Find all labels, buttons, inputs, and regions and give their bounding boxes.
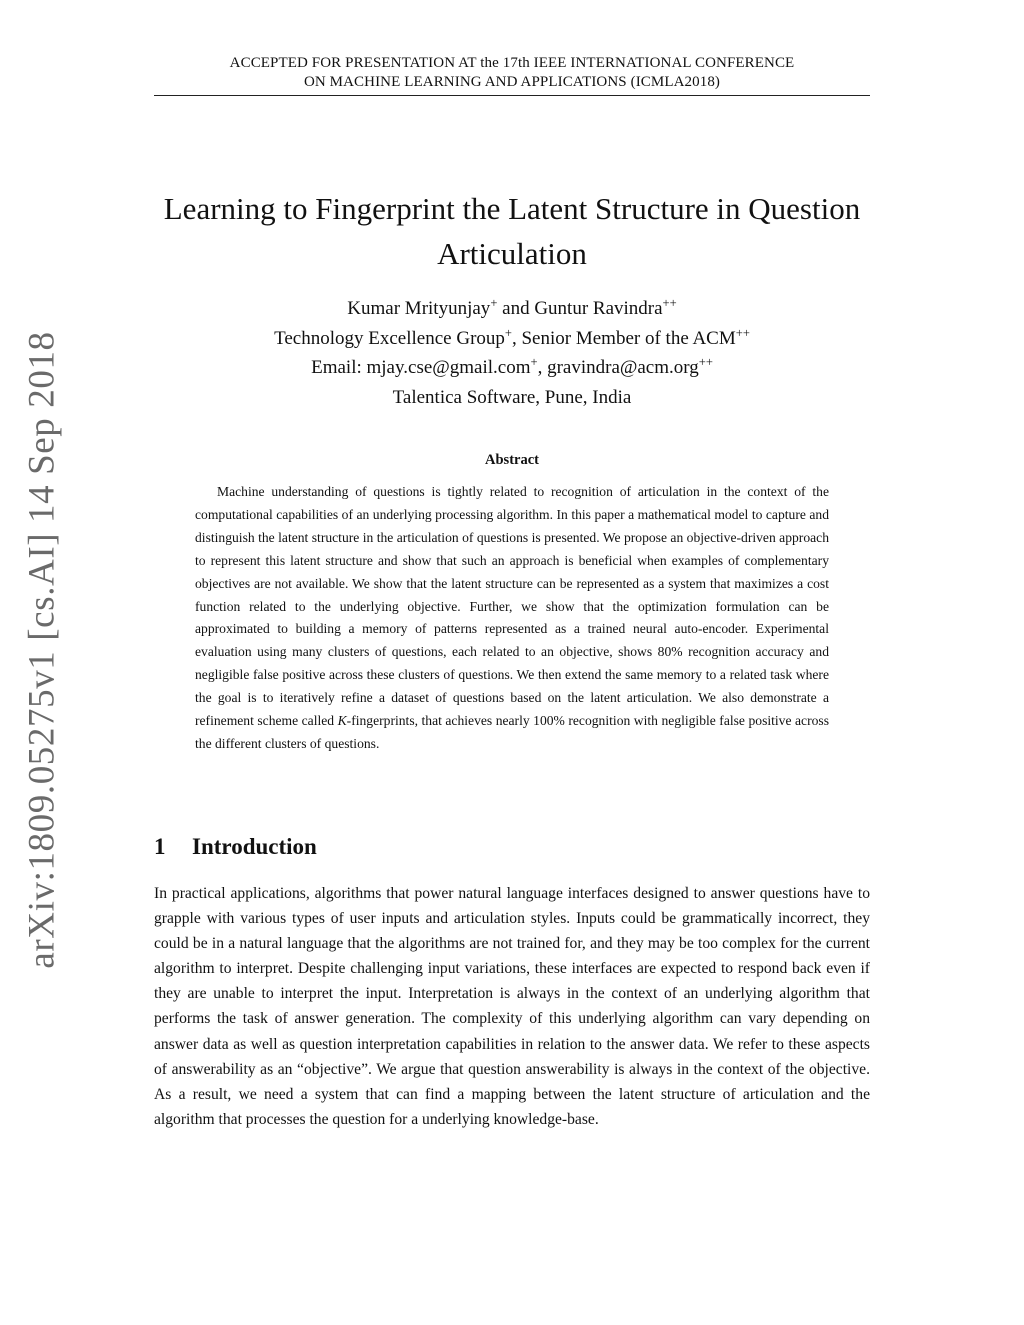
affiliation-sup-first: + (504, 325, 512, 340)
author-sup-first: + (490, 296, 498, 311)
affiliation-acm: , Senior Member of the ACM (511, 327, 736, 349)
abstract-k-symbol: K (337, 713, 347, 729)
title-line-2: Articulation (437, 236, 587, 271)
author-affiliation (154, 324, 870, 354)
author-block (154, 294, 870, 412)
email-sup-second: ++ (698, 355, 713, 370)
arxiv-identifier: arXiv:1809.05275v1 [cs.AI] 14 Sep 2018 (21, 331, 63, 969)
email-sup-first: + (530, 355, 538, 370)
author-names (154, 294, 870, 324)
author-emails (154, 353, 870, 383)
section-number: 1 (154, 834, 166, 859)
section-heading-introduction (154, 834, 317, 860)
abstract-text-end: -fingerprints, that achieves nearly 100% recognition with negligible false positive across the different clusters of questions. (195, 713, 829, 751)
email-second: , gravindra@acm.org (537, 357, 699, 378)
affiliation-sup-second: ++ (735, 325, 750, 340)
title-line-1: Learning to Fingerprint the Latent Structure in Question (163, 191, 861, 226)
email-first: Email: mjay.cse@gmail.com (311, 357, 531, 378)
author-name-second: and Guntur Ravindra (497, 298, 663, 319)
affiliation-group: Technology Excellence Group (274, 327, 505, 349)
section-title: Introduction (192, 834, 317, 859)
paper-title (120, 186, 904, 276)
abstract-text-main: Machine understanding of questions is tightly related to recognition of articulation in the context of the computational capabilities of an underlying processing algorithm. In this paper a mathematical model to capture and distinguish the latent structure in the articulation of questions is presented. We propose an objective-driven approach to represent this latent structure and show that such an approach is beneficial when examples of complementary objectives are not available. We show that the latent structure can be represented as a system that maximizes a cost function related to the underlying objective. Further, we show that the optimization formulation can be approximated to building a memory of patterns represented as a trained neural auto-encoder. Experimental evaluation using many clusters of questions, each related to an objective, shows 80% recognition accuracy and negligible false positive across these clusters of questions. We then extend the same memory to a related task where the goal is to iteratively refine a dataset of questions based on the latent articulation. We also demonstrate a refinement scheme called (195, 484, 829, 729)
conference-header (154, 54, 870, 96)
author-company: Talentica Software, Pune, India (392, 386, 632, 408)
introduction-paragraph: In practical applications, algorithms that power natural language interfaces designed to answer questions have to grapple with various types of user inputs and articulation styles. Inputs could be grammatically incorrect, they could be in a natural language that the algorithms are not trained for, and they may be too complex for the current algorithm to interpret. Despite challenging input variations, these interfaces are expected to respond back even if they are unable to interpret the input. Interpretation is always in the context of an underlying algorithm that performs the task of answer generation. The complexity of this underlying algorithm can vary depending on answer data as well as question interpretation capabilities in relation to the answer data. We refer to these aspects of answerability as an “objective”. We argue that question answerability is always in the context of the objective. As a result, we need a system that can find a mapping between the latent structure of articulation and the algorithm that processes the question for a underlying knowledge-base. (154, 885, 870, 1128)
header-line-2: ON MACHINE LEARNING AND APPLICATIONS (ICMLA2018) (303, 74, 721, 90)
author-name-first: Kumar Mrityunjay (347, 298, 491, 319)
author-sup-second: ++ (662, 296, 677, 311)
abstract-body (195, 481, 829, 756)
abstract-heading: Abstract (485, 452, 539, 468)
header-line-1: ACCEPTED FOR PRESENTATION AT the 17th IEEE INTERNATIONAL CONFERENCE (229, 55, 795, 71)
